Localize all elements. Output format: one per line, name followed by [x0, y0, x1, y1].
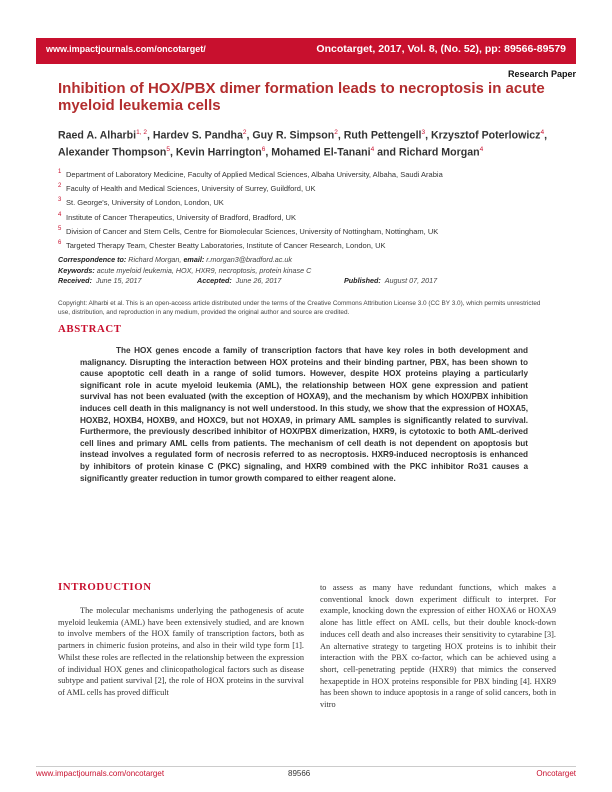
- affiliation-text: Department of Laboratory Medicine, Faculty of Applied Medical Sciences, Albaha University, Albaha, Saudi Arabia: [66, 170, 443, 179]
- author-affiliation-marker: 3: [421, 129, 426, 136]
- author-affiliation-marker: 5: [166, 145, 170, 153]
- author-name: Mohamed El-Tanani: [271, 146, 371, 159]
- author-name: Hardev S. Pandha: [152, 129, 243, 142]
- email-link[interactable]: r.morgan3@bradford.ac.uk: [206, 255, 292, 264]
- author-name: Ruth Pettengell: [343, 129, 422, 142]
- affiliation-item: [58, 196, 578, 210]
- published-label: Published:: [344, 276, 381, 286]
- received-label: Received:: [58, 276, 92, 286]
- affiliation-number: 5: [58, 225, 62, 232]
- author-name: Krzysztof Poterlowicz: [430, 129, 541, 142]
- affiliation-text: Division of Cancer and Stem Cells, Centre for Biomolecular Sciences, University of Nottingham, Nottingham, UK: [66, 226, 439, 236]
- author-separator: and: [374, 146, 399, 159]
- article-metadata: [58, 255, 578, 287]
- affiliation-number: 6: [58, 240, 62, 247]
- author-affiliation-marker: 4: [479, 145, 484, 153]
- correspondence-name: Richard Morgan,: [128, 255, 182, 264]
- email-label: email:: [183, 255, 205, 264]
- author-list: [58, 126, 578, 159]
- author-name: Guy R. Simpson: [252, 129, 335, 142]
- abstract-heading: ABSTRACT: [58, 323, 122, 335]
- author-affiliation-marker: 6: [261, 145, 266, 153]
- affiliation-item: [58, 239, 578, 253]
- affiliation-number: 1: [58, 169, 62, 175]
- affiliation-text: Targeted Therapy Team, Chester Beatty Laboratories, Institute of Cancer Research, London, UK: [66, 241, 386, 251]
- accepted-label: Accepted:: [197, 276, 232, 286]
- keywords-value: acute myeloid leukemia, HOX, HXR9, necroptosis, protein kinase C: [96, 265, 312, 275]
- author-separator: ,: [265, 146, 272, 159]
- journal-url[interactable]: www.impactjournals.com/oncotarget/: [46, 44, 206, 54]
- affiliation-number: 4: [58, 211, 62, 218]
- author-name: Raed A. Alharbi: [58, 129, 137, 142]
- abstract-text: The HOX genes encode a family of transcription factors that have key roles in both development and malignancy. Disrupting the interaction between HOX proteins and their binding partner, PBX, has been shown to cause apoptotic cell death in a range of solid tumors. However, despite HOX proteins playing a particularly significant role in acute myeloid leukemia (AML), the relationship between HOX gene expression and patient survival has not been evaluated (with the exception of HOXA9), and the mechanism by which HOX/PBX inhibition induces cell death in this malignancy is not well understood. In this study, we show that the expression of HOXA5, HOXB2, HOXB4, HOXB9, and HOXC9, but not HOXA9, in primary AML samples is significantly related to survival. Furthermore, the previously described inhibitor of HOX/PBX dimerization, HXR9, is cytotoxic to both AML-derived cell lines and primary AML cells from patients. The mechanism of cell death is not dependent on apoptosis but instead involves a regulated form of necrosis referred to as necroptosis. HXR9-induced necroptosis is enhanced by inhibitors of protein kinase C (PKC) signaling, and HXR9 combined with the PKC inhibitor Ro31 causes a significantly greater reduction in tumor growth compared to either reagent alone.: [80, 346, 528, 483]
- paper-type-label: Research Paper: [507, 69, 576, 79]
- received-date: June 15, 2017: [95, 276, 142, 286]
- correspondence-label: Correspondence to:: [58, 255, 127, 264]
- paper-title: Inhibition of HOX/PBX dimer formation leads to necroptosis in acute myeloid leukemia cells: [58, 80, 545, 114]
- affiliation-text: St. George's, University of London, London, UK: [66, 198, 224, 208]
- keywords-line: [58, 266, 578, 277]
- affiliation-item: [58, 225, 578, 239]
- author-separator: ,: [544, 129, 548, 142]
- affiliation-item: [58, 211, 578, 225]
- introduction-heading: INTRODUCTION: [58, 581, 152, 593]
- affiliation-number: 2: [58, 183, 62, 190]
- affiliation-item: [58, 168, 578, 182]
- page-number: 89566: [288, 769, 311, 778]
- affiliation-text: Faculty of Health and Medical Sciences, University of Surrey, Guildford, UK: [66, 184, 316, 194]
- affiliation-number: 3: [58, 197, 62, 204]
- correspondence-line: [58, 255, 578, 266]
- author-name: Richard Morgan: [398, 146, 480, 159]
- footer-url[interactable]: www.impactjournals.com/oncotarget: [36, 769, 165, 778]
- author-affiliation-marker: 2: [242, 129, 247, 136]
- author-separator: ,: [169, 146, 176, 159]
- introduction-left-column: The molecular mechanisms underlying the pathogenesis of acute myeloid leukemia (AML) have been extensively studied, and are known to involve members of the HOX family of transcription factors, both as partners in chimeric fusion proteins, and also in their wild type form [1]. Whilst these roles are reflected in the relationship between the expression of individual HOX genes and clinicopathological factors such as disease subtype and patient survival [2], the role of HOX proteins in the survival of AML cells has proved difficult: [58, 606, 304, 697]
- published-date: August 07, 2017: [384, 276, 438, 286]
- journal-citation: Oncotarget, 2017, Vol. 8, (No. 52), pp: 89566-89579: [316, 43, 566, 55]
- author-separator: ,: [337, 129, 344, 142]
- keywords-label: Keywords:: [58, 265, 95, 275]
- accepted-date: June 26, 2017: [235, 276, 282, 286]
- author-affiliation-marker: 4: [370, 145, 375, 153]
- introduction-right-column: to assess as many have redundant functions, which makes a conventional knock down experiment difficult to interpret. For example, knocking down the expression of either HOXA6 or HOXA9 alone has little effect on AML cells, but their double knock-down induces cell death and also increases their sensitivity to cytarabine [3]. An alternative strategy to targeting HOX proteins is to inhibit their interaction with the PBX co-factor, which can be achieved using a short, cell-penetrating peptide (HXR9) that mimics the conserved hexapeptide in HOX proteins responsible for PBX binding [4]. HXR9 has been shown to induce apoptosis in a range of solid cancers, both in vitro: [320, 583, 556, 710]
- affiliation-text: Institute of Cancer Therapeutics, University of Bradford, Bradford, UK: [66, 212, 296, 222]
- copyright-notice: Copyright: Alharbi et al. This is an open-access article distributed under the terms of the Creative Commons Attribution License 3.0 (CC BY 3.0), which permits unrestricted use, distribution, and reproduction in any medium, provided the original author and source are credited.: [58, 300, 541, 316]
- footer-journal: Oncotarget: [536, 769, 576, 778]
- author-separator: ,: [146, 129, 153, 142]
- dates-line: [58, 276, 578, 287]
- author-name: Kevin Harrington: [175, 146, 262, 159]
- journal-header-bar: [36, 38, 576, 64]
- author-affiliation-marker: 1, 2: [136, 129, 147, 136]
- footer-divider: [36, 766, 576, 767]
- author-name: Alexander Thompson: [58, 146, 167, 159]
- affiliation-list: [58, 168, 578, 253]
- affiliation-item: [58, 182, 578, 196]
- author-affiliation-marker: 4: [540, 129, 545, 136]
- author-affiliation-marker: 2: [334, 129, 338, 136]
- author-separator: ,: [246, 129, 253, 142]
- author-separator: ,: [425, 129, 431, 142]
